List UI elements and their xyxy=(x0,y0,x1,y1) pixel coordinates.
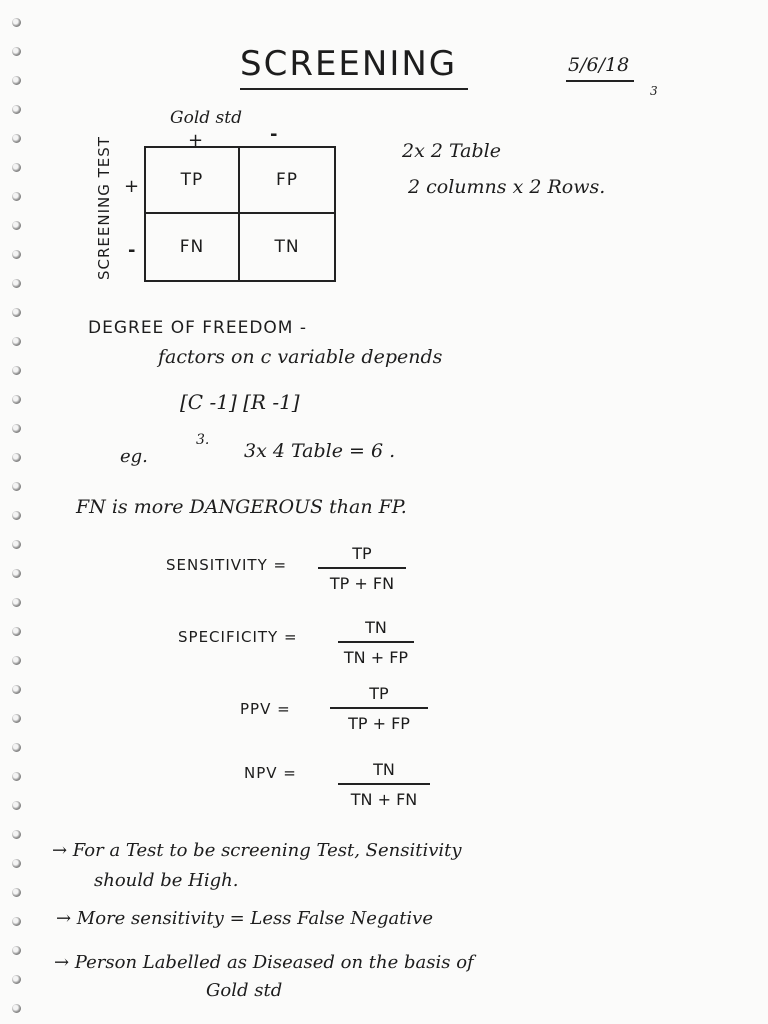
col-sign-plus: + xyxy=(188,130,204,151)
eg-text: 3x 4 Table = 6 . xyxy=(244,440,396,462)
npv-numerator: TN xyxy=(373,760,395,779)
title-underline xyxy=(240,88,468,90)
ppv-denominator: TP + FP xyxy=(348,714,410,733)
specificity-label: SPECIFICITY = xyxy=(178,628,298,646)
cell-tn: TN xyxy=(274,237,300,257)
sensitivity-numerator: TP xyxy=(352,544,372,563)
table-note-dims: 2 columns x 2 Rows. xyxy=(408,176,606,198)
ppv-label: PPV = xyxy=(240,700,291,718)
npv-fraction xyxy=(338,760,430,809)
date-underline xyxy=(566,80,634,82)
dof-heading: DEGREE OF FREEDOM - xyxy=(88,318,308,338)
dof-formula: [C -1] [R -1] xyxy=(180,390,300,414)
eg-number: 3. xyxy=(196,432,210,448)
page-title: SCREENING xyxy=(240,44,458,84)
specificity-numerator: TN xyxy=(365,618,387,637)
screening-test-label: SCREENING TEST xyxy=(95,136,113,280)
dof-factors-line: factors on c variable depends xyxy=(158,346,443,368)
page-number: 3 xyxy=(650,84,658,98)
cell-fn: FN xyxy=(146,214,240,280)
specificity-denominator: TN + FP xyxy=(343,648,409,667)
two-by-two-table xyxy=(144,146,336,282)
bullet-3-line1: → Person Labelled as Diseased on the basis of xyxy=(54,952,474,973)
npv-denominator: TN + FN xyxy=(350,790,418,809)
bullet-1-line1: → For a Test to be screening Test, Sensitivity xyxy=(52,840,462,861)
sensitivity-denominator: TP + FN xyxy=(329,574,395,593)
npv-label: NPV = xyxy=(244,764,297,782)
fn-statement: FN is more DANGEROUS than FP. xyxy=(76,496,407,518)
eg-label: eg. xyxy=(120,446,148,467)
sensitivity-label: SENSITIVITY = xyxy=(166,556,288,574)
cell-tp: TP xyxy=(146,148,240,214)
table-note-size: 2x 2 Table xyxy=(402,140,501,162)
cell-fp: FP xyxy=(240,148,334,214)
spiral-binding-holes xyxy=(6,10,26,1020)
ppv-numerator: TP xyxy=(369,684,389,703)
gold-std-label: Gold std xyxy=(170,108,242,128)
specificity-fraction xyxy=(338,618,414,667)
col-sign-minus: - xyxy=(270,124,278,145)
date: 5/6/18 xyxy=(568,54,630,76)
row-sign-minus: - xyxy=(128,240,136,261)
sensitivity-fraction xyxy=(318,544,406,593)
row-sign-plus: + xyxy=(124,176,140,197)
bullet-3-line2: Gold std xyxy=(206,980,283,1001)
bullet-2-line1: → More sensitivity = Less False Negative xyxy=(56,908,434,929)
ppv-fraction xyxy=(330,684,428,733)
bullet-1-line2: should be High. xyxy=(94,870,239,891)
